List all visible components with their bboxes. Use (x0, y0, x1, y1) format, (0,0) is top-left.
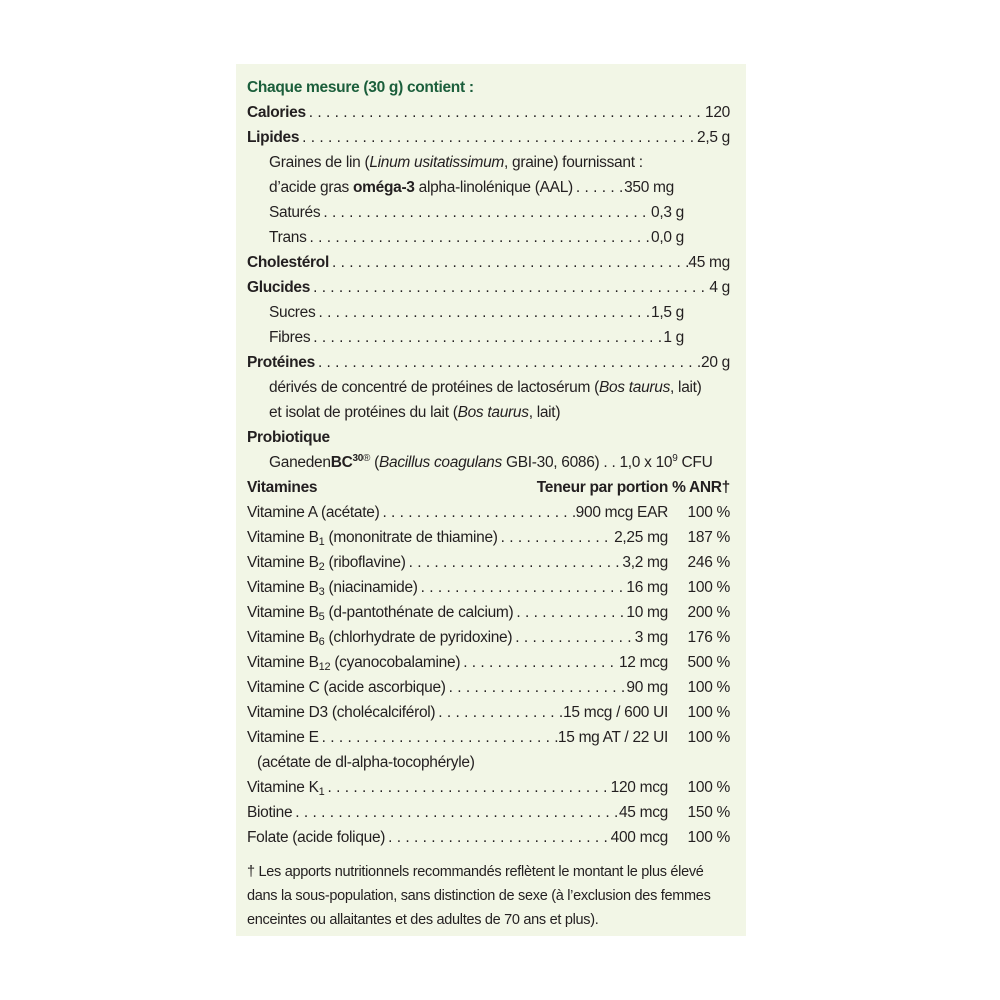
trans-row (247, 225, 684, 250)
vitamin-amount: 3 mg (634, 629, 668, 646)
footnote: † Les apports nutritionnels recommandés reflètent le montant le plus élevé dans la sous-population, sans distinction de sexe (à l’exclusion des femmes enceintes ou allaitantes et des adultes de 70 ans et plus). (247, 864, 711, 928)
paren-open: ( (370, 454, 379, 471)
glucides-value: 4 g (709, 279, 730, 296)
leader-dots (329, 250, 688, 275)
leader-dots (385, 825, 610, 850)
vitamin-amount: 900 mcg EAR (575, 504, 668, 521)
lipides-value: 2,5 g (697, 129, 730, 146)
glucides-row (247, 275, 730, 300)
vitamin-name: Vitamine A (acétate) (247, 504, 380, 521)
vitamin-name: Vitamine B (247, 604, 319, 621)
leader-dots (292, 800, 619, 825)
omega3-value: 350 mg (624, 179, 674, 196)
proteines-value: 20 g (701, 354, 730, 371)
probiotique-line (247, 450, 730, 475)
vitamin-row (247, 625, 730, 650)
omega3-label (269, 175, 573, 200)
vitamin-subscript: 2 (318, 561, 325, 573)
derives-line-2 (247, 400, 730, 425)
vitamin-main (247, 575, 668, 600)
derives-text-end: , lait) (670, 379, 702, 396)
vitamins-col-label: Vitamines (247, 479, 318, 496)
vitamin-label (247, 625, 512, 650)
derives-line-1 (247, 375, 730, 400)
vitamin-form: (chlorhydrate de pyridoxine) (324, 629, 513, 646)
vitamin-subscript: 5 (318, 611, 325, 623)
graines-text-end: , graine) fournissant : (504, 154, 643, 171)
vitamin-main (247, 550, 668, 575)
vitamin-name: Vitamine B (247, 529, 319, 546)
vitamin-main (247, 500, 668, 525)
vitamin-amount: 45 mcg (618, 804, 668, 821)
omega3-pre: d’acide gras (269, 179, 353, 196)
vitamin-main (247, 825, 668, 850)
vitamin-label (247, 650, 460, 675)
leader-dots (498, 525, 614, 550)
vitamin-name: Vitamine B (247, 654, 319, 671)
leader-dots (418, 575, 627, 600)
vitamin-main (247, 725, 668, 750)
vitamin-pct: 100 % (687, 829, 730, 846)
brand-name: Ganeden (269, 454, 331, 471)
satures-row (247, 200, 684, 225)
vitamin-subscript: 6 (318, 636, 325, 648)
leader-dots (406, 550, 623, 575)
leader-dots (315, 350, 701, 375)
serving-heading: Chaque mesure (30 g) contient : (247, 79, 474, 96)
vitamin-pct: 200 % (687, 604, 730, 621)
vitamin-row (247, 525, 730, 550)
vitamin-pct: 100 % (687, 704, 730, 721)
calories-label: Calories (247, 104, 306, 121)
vitamin-row (247, 550, 730, 575)
vitamin-label (247, 575, 418, 600)
vitamin-pct: 100 % (687, 504, 730, 521)
leader-dots (379, 500, 575, 525)
vitamin-row (247, 825, 730, 850)
vitamin-label (247, 525, 498, 550)
probiotique-unit: CFU (677, 454, 713, 471)
vitamin-label (247, 500, 379, 525)
vitamin-pct: 100 % (687, 679, 730, 696)
vitamin-form: (cyanocobalamine) (330, 654, 461, 671)
cholesterol-value: 45 mg (688, 254, 730, 271)
vitamin-amount: 400 mcg (610, 829, 668, 846)
graines-text: Graines de lin ( (269, 154, 370, 171)
vitamin-main (247, 675, 668, 700)
isolat-latin: Bos taurus (457, 404, 529, 421)
vitamin-main (247, 650, 668, 675)
sucres-label: Sucres (269, 304, 316, 321)
leader-dots (513, 600, 626, 625)
vitamin-row (247, 775, 730, 800)
graines-latin: Linum usitatissimum (369, 154, 505, 171)
vitamin-name: Vitamine B (247, 629, 319, 646)
leader-dots (310, 275, 709, 300)
proteines-label: Protéines (247, 354, 315, 371)
vitamin-row (247, 500, 730, 525)
graines-line (247, 150, 730, 175)
omega3-bold: oméga-3 (352, 179, 415, 196)
vitamin-main (247, 600, 668, 625)
lipides-row (247, 125, 730, 150)
vitamin-main (247, 775, 668, 800)
leader-dots (319, 725, 558, 750)
vitamin-row (247, 725, 730, 750)
trans-label: Trans (269, 229, 307, 246)
fibres-row (247, 325, 684, 350)
probiotique-label: Probiotique (247, 429, 330, 446)
vitamin-amount: 15 mcg / 600 UI (563, 704, 668, 721)
calories-row (247, 100, 730, 125)
vitamin-amount: 16 mg (626, 579, 668, 596)
brand-sup: 30 (352, 453, 364, 464)
vitamins-list-2 (247, 775, 730, 850)
vitamin-name: Vitamine C (acide ascorbique) (247, 679, 446, 696)
leader-dots (325, 775, 611, 800)
cholesterol-label: Cholestérol (247, 254, 329, 271)
vitamin-subscript: 3 (318, 586, 325, 598)
vitamin-form: (mononitrate de thiamine) (324, 529, 498, 546)
vitamin-amount: 120 mcg (610, 779, 668, 796)
vitamin-amount: 2,25 mg (614, 529, 668, 546)
sucres-value: 1,5 g (651, 304, 684, 321)
leader-dots (460, 650, 619, 675)
vitamin-subscript: 1 (318, 536, 325, 548)
trans-value: 0,0 g (651, 229, 684, 246)
vitamin-name: Vitamine K (247, 779, 319, 796)
vitamin-name: Folate (acide folique) (247, 829, 386, 846)
omega3-post: alpha-linolénique (AAL) (414, 179, 573, 196)
vitamin-label (247, 675, 446, 700)
registered-mark: ® (363, 453, 371, 464)
sucres-row (247, 300, 684, 325)
proteines-row (247, 350, 730, 375)
probiotique-latin: Bacillus coagulans (378, 454, 502, 471)
vitamin-amount: 10 mg (626, 604, 668, 621)
derives-latin: Bos taurus (598, 379, 671, 396)
leader-dots (320, 200, 651, 225)
vitamin-pct: 187 % (687, 529, 730, 546)
vitamin-label (247, 825, 385, 850)
leader-dots (573, 175, 624, 200)
probiotique-value: 1,0 x 10 (619, 454, 673, 471)
nutrition-facts-panel (236, 64, 746, 936)
calories-value: 120 (705, 104, 730, 121)
leader-dots (435, 700, 563, 725)
probiotique-exponent: 9 (672, 453, 678, 464)
vitamin-row (247, 800, 730, 825)
vitamins-list (247, 500, 730, 750)
vitamin-label (247, 800, 292, 825)
vitamin-main (247, 800, 668, 825)
vitamin-amount: 90 mg (626, 679, 668, 696)
leader-dots (446, 675, 627, 700)
vitamin-label (247, 600, 513, 625)
vitamin-name: Biotine (247, 804, 293, 821)
probiotique-strain: GBI-30, 6086) (501, 454, 600, 471)
cholesterol-row (247, 250, 730, 275)
glucides-label: Glucides (247, 279, 311, 296)
vitamin-subscript: 12 (318, 661, 331, 673)
leader-dots (512, 625, 635, 650)
vitamin-row (247, 600, 730, 625)
lipides-label: Lipides (247, 129, 300, 146)
vitamins-col-pct: % ANR† (672, 479, 730, 496)
vitamin-main (247, 625, 668, 650)
vitamin-label (247, 700, 435, 725)
vitamin-name: Vitamine B (247, 554, 319, 571)
vitamin-form: (riboflavine) (324, 554, 406, 571)
vitamin-main (247, 525, 668, 550)
vitamin-row (247, 650, 730, 675)
vitamin-form: (d-pantothénate de calcium) (324, 604, 514, 621)
vitamin-pct: 100 % (687, 779, 730, 796)
leader-dots (315, 300, 651, 325)
isolat-text: et isolat de protéines du lait ( (269, 404, 458, 421)
fibres-value: 1 g (663, 329, 684, 346)
leader-dots (310, 325, 663, 350)
vitamin-pct: 246 % (687, 554, 730, 571)
vitamin-amount: 3,2 mg (622, 554, 668, 571)
vitamin-name: Vitamine B (247, 579, 319, 596)
vitamin-pct: 150 % (687, 804, 730, 821)
leader-dots (307, 225, 651, 250)
leader-dots (299, 125, 697, 150)
vitamin-main (247, 700, 668, 725)
probiotique-dots: . . (599, 454, 620, 471)
vitamin-subscript: 1 (318, 786, 325, 798)
vitamin-row (247, 675, 730, 700)
vitamin-pct: 100 % (687, 579, 730, 596)
vitamin-name: Vitamine D3 (cholécalciférol) (247, 704, 436, 721)
vitamin-pct: 500 % (687, 654, 730, 671)
omega3-row (247, 175, 674, 200)
vitamin-label (247, 550, 406, 575)
vitamin-amount: 12 mcg (618, 654, 668, 671)
vitamin-label (247, 725, 319, 750)
vitamin-pct: 176 % (687, 629, 730, 646)
brand-bold: BC (330, 454, 353, 471)
vitamin-row (247, 700, 730, 725)
vitamin-row (247, 575, 730, 600)
fibres-label: Fibres (269, 329, 311, 346)
vitamins-col-amount: Teneur par portion (536, 479, 668, 496)
derives-text: dérivés de concentré de protéines de lactosérum ( (269, 379, 599, 396)
vitamin-name: Vitamine E (247, 729, 319, 746)
satures-label: Saturés (269, 204, 321, 221)
vitamin-label (247, 775, 325, 800)
vitamin-form: (niacinamide) (324, 579, 418, 596)
satures-value: 0,3 g (651, 204, 684, 221)
vitamin-amount: 15 mg AT / 22 UI (557, 729, 668, 746)
vitamins-header (247, 475, 730, 500)
leader-dots (306, 100, 705, 125)
isolat-text-end: , lait) (528, 404, 561, 421)
vitamin-e-note: (acétate de dl-alpha-tocophéryle) (257, 754, 475, 771)
vitamin-pct: 100 % (687, 729, 730, 746)
